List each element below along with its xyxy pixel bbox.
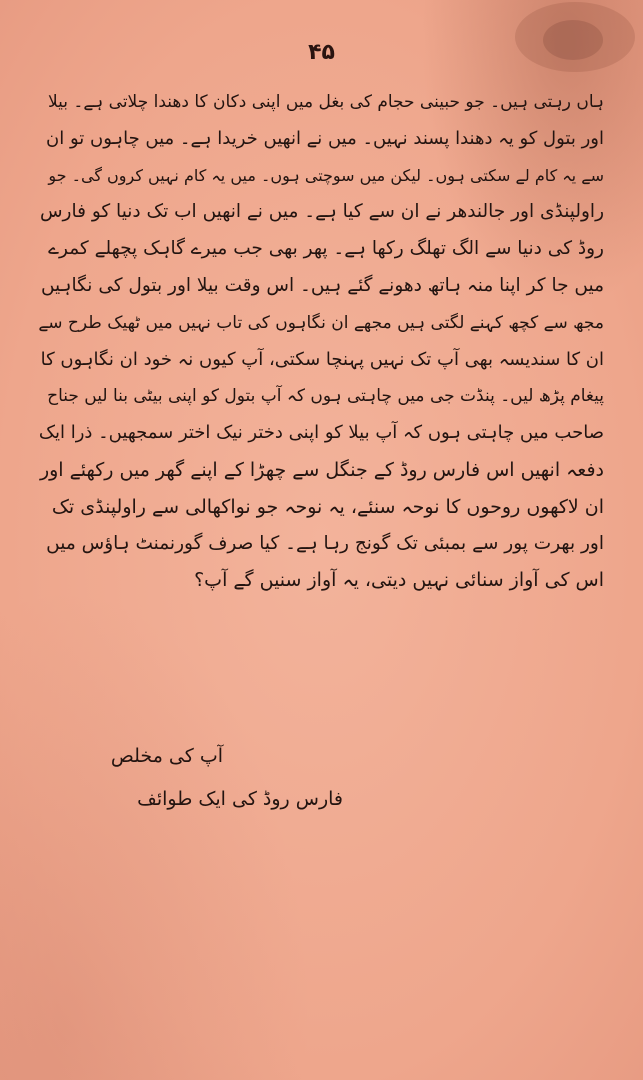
text-line: سے یہ کام لے سکتی ہوں۔ لیکن میں سوچتی ہوں۔ میں یہ کام نہیں کروں گی۔ جو [48, 165, 604, 185]
text-line: روڈ کی دنیا سے الگ تھلگ رکھا ہے۔ پھر بھی جب میرے گاہک پچھلے کمرے [48, 238, 604, 260]
text-line: ان لاکھوں روحوں کا نوحہ سنئے، یہ نوحہ جو نواکھالی سے راولپنڈی تک [51, 495, 604, 518]
text-line: میں جا کر اپنا منہ ہاتھ دھونے گئے ہیں۔ اس وقت بیلا اور بتول کی نگاہیں [40, 274, 604, 296]
text-line: ہاں رہتی ہیں۔ جو حبینی حجام کی بغل میں اپنی دکان کا دھندا چلاتی ہے۔ بیلا [47, 92, 604, 112]
text-line: پیغام پڑھ لیں۔ پنڈت جی میں چاہتی ہوں کہ آپ بتول کو اپنی بیٹی بنا لیں جناح [47, 386, 604, 407]
text-line: مجھ سے کچھ کہنے لگتی ہیں مجھے ان نگاہوں کی تاب نہیں میں ٹھیک طرح سے [38, 312, 604, 333]
text-line: اس کی آواز سنائی نہیں دیتی، یہ آواز سنیں گے آپ؟ [194, 569, 604, 592]
text-line: راولپنڈی اور جالندھر نے ان سے کیا ہے۔ میں نے انھیں اب تک دنیا کو فارس [39, 201, 604, 223]
text-line: ان کا سندیسہ بھی آپ تک نہیں پہنچا سکتی، آپ کیوں نہ خود ان نگاہوں کا [40, 348, 604, 370]
text-line: صاحب میں چاہتی ہوں کہ آپ بیلا کو اپنی دختر نیک اختر سمجھیں۔ ذرا ایک [38, 422, 604, 444]
signature-name: فارس روڈ کی ایک طوائف [137, 788, 343, 810]
page-number: ۴۵ [308, 40, 335, 65]
text-line: اور بتول کو یہ دھندا پسند نہیں۔ میں نے انھیں خریدا ہے۔ میں چاہوں تو ان [46, 127, 604, 149]
text-line: دفعہ انھیں اس فارس روڈ کے جنگل سے چھڑا کے اپنے گھر میں رکھئے اور [39, 458, 604, 481]
letter-body [34, 84, 604, 599]
signature-closing: آپ کی مخلص [110, 745, 223, 767]
text-line: اور بھرت پور سے بمبئی تک گونج رہا ہے۔ کیا صرف گورنمنٹ ہاؤس میں [46, 532, 604, 554]
